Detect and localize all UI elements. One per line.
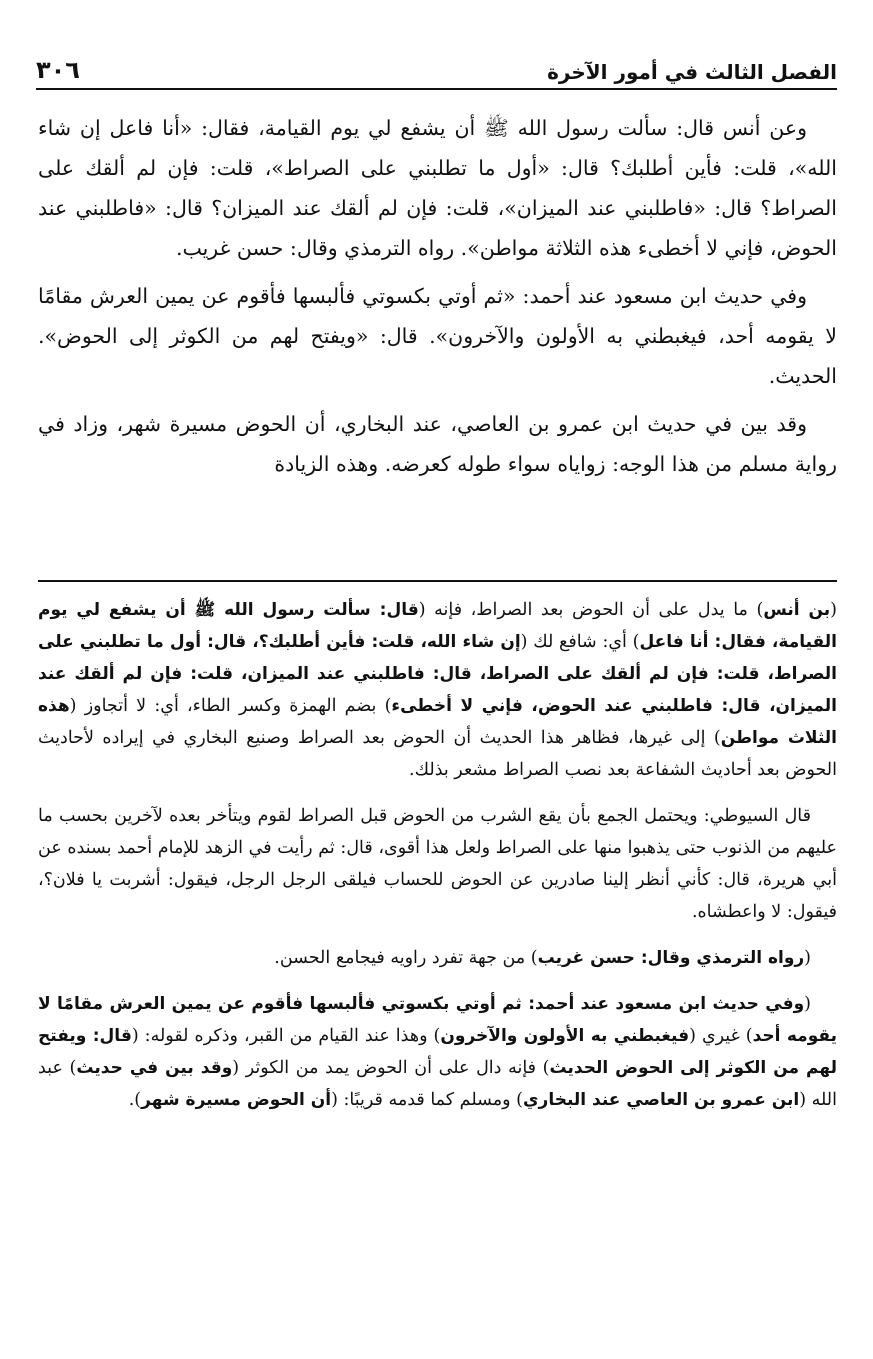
quoted-text: قال: ويفتح لهم من الكوثر إلى الحوض الحديث xyxy=(38,1026,837,1078)
commentary-text: ) فإنه دال على أن الحوض يمد من الكوثر ( xyxy=(232,1058,550,1078)
commentary-paragraph-4 xyxy=(38,988,837,1116)
commentary xyxy=(38,594,837,1130)
commentary-text: ) عبد الله ( xyxy=(38,1058,837,1110)
commentary-text: ). xyxy=(128,1090,142,1110)
chapter-title: الفصل الثالث في أمور الآخرة xyxy=(547,60,837,84)
quoted-text: فيغبطني به الأولون والآخرون xyxy=(440,1026,690,1046)
commentary-text: ) وهذا عند القيام من القبر، وذكره لقوله: ( xyxy=(131,1026,441,1046)
main-paragraph-3: وقد بين في حديث ابن عمرو بن العاصي، عند البخاري، أن الحوض مسيرة شهر، وزاد في رواية مسلم من هذا الوجه: زواياه سواء طوله كعرضه. وهذه الزيادة xyxy=(38,412,837,476)
main-paragraph-1: وعن أنس قال: سألت رسول الله ﷺ أن يشفع لي يوم القيامة، فقال: «أنا فاعل إن شاء الله»، قلت: فأين أطلبك؟ قال: «أول ما تطلبني على الصراط»، قلت: فإن لم ألقك على الصراط؟ قال: «فاطلبني عند الميزان»، قلت: فإن لم ألقك عند الميزان؟ قال: «فاطلبني عند الحوض، فإني لا أخطىء هذه الثلاثة مواطن». رواه الترمذي وقال: حسن غريب. xyxy=(38,116,837,260)
quoted-text: أن الحوض مسيرة شهر xyxy=(141,1090,332,1110)
commentary-text: ( xyxy=(830,600,837,620)
quoted-text: قال: سألت رسول الله ﷺ أن يشفع لي يوم القيامة، فقال: أنا فاعل xyxy=(38,600,837,652)
commentary-text: ) ما يدل على أن الحوض بعد الصراط، فإنه ( xyxy=(418,600,764,620)
commentary-text: ) بضم الهمزة وكسر الطاء، أي: لا أتجاوز ( xyxy=(69,696,392,716)
quoted-text: بن أنس xyxy=(763,600,831,620)
commentary-text: ) من جهة تفرد راويه فيجامع الحسن. xyxy=(274,948,538,968)
commentary-paragraph-2: قال السيوطي: ويحتمل الجمع بأن يقع الشرب من الحوض قبل الصراط لقوم ويتأخر بعده لآخرين بحسب ما عليهم من الذنوب حتى يذهبوا منها على الصراط ولعل هذا أقوى، قال: ثم رأيت في الزهد للإمام أحمد بسنده عن أبي هريرة، قال: كأني أنظر إلينا صادرين عن الحوض للحساب فيلقى الرجل الرجل، فيقول: أشربت يا فلان؟، فيقول: لا واعطشاه. xyxy=(38,806,837,922)
commentary-paragraph-1 xyxy=(38,594,837,786)
quoted-text: وقد بين في حديث xyxy=(76,1058,233,1078)
main-paragraph-2: وفي حديث ابن مسعود عند أحمد: «ثم أوتي بكسوتي فألبسها فأقوم عن يمين العرش مقامًا لا يقومه أحد، فيغبطني به الأولون والآخرون». قال: «ويفتح لهم من الكوثر إلى الحوض». الحديث. xyxy=(38,284,837,388)
footnote-divider xyxy=(38,580,837,582)
commentary-text: ) غيري ( xyxy=(689,1026,753,1046)
quoted-text: ابن عمرو بن العاصي عند البخاري xyxy=(522,1090,800,1110)
commentary-text: ) ومسلم كما قدمه قريبًا: ( xyxy=(331,1090,523,1110)
quoted-text: وفي حديث ابن مسعود عند أحمد: ثم أوتي بكسوتي فألبسها فأقوم عن يمين العرش مقامًا لا يقومه أحد xyxy=(38,994,837,1046)
commentary-text: ( xyxy=(804,948,811,968)
main-text xyxy=(38,108,837,492)
quoted-text: هذه الثلاث مواطن xyxy=(38,696,837,748)
commentary-paragraph-3 xyxy=(38,942,837,974)
commentary-text: ) أي: شافع لك ( xyxy=(520,632,640,652)
quoted-text: رواه الترمذي وقال: حسن غريب xyxy=(537,948,805,968)
quoted-text: إن شاء الله، قلت: فأين أطلبك؟، قال: أول ما تطلبني على الصراط، قلت: فإن لم ألقك على الصراط، قال: فاطلبني عند الميزان، قلت: فإن لم ألقك عند الميزان، قال: فاطلبني عند الحوض، فإني لا أخطىء xyxy=(38,632,838,716)
page-number: ٣٠٦ xyxy=(36,56,80,84)
commentary-text: ( xyxy=(804,994,811,1014)
page-header xyxy=(36,54,837,90)
commentary-text: ) إلى غيرها، فظاهر هذا الحديث أن الحوض بعد الصراط وصنيع البخاري في إيراده لأحاديث الحوض بعد أحاديث الشفاعة بعد نصب الصراط مشعر بذلك. xyxy=(38,728,837,780)
